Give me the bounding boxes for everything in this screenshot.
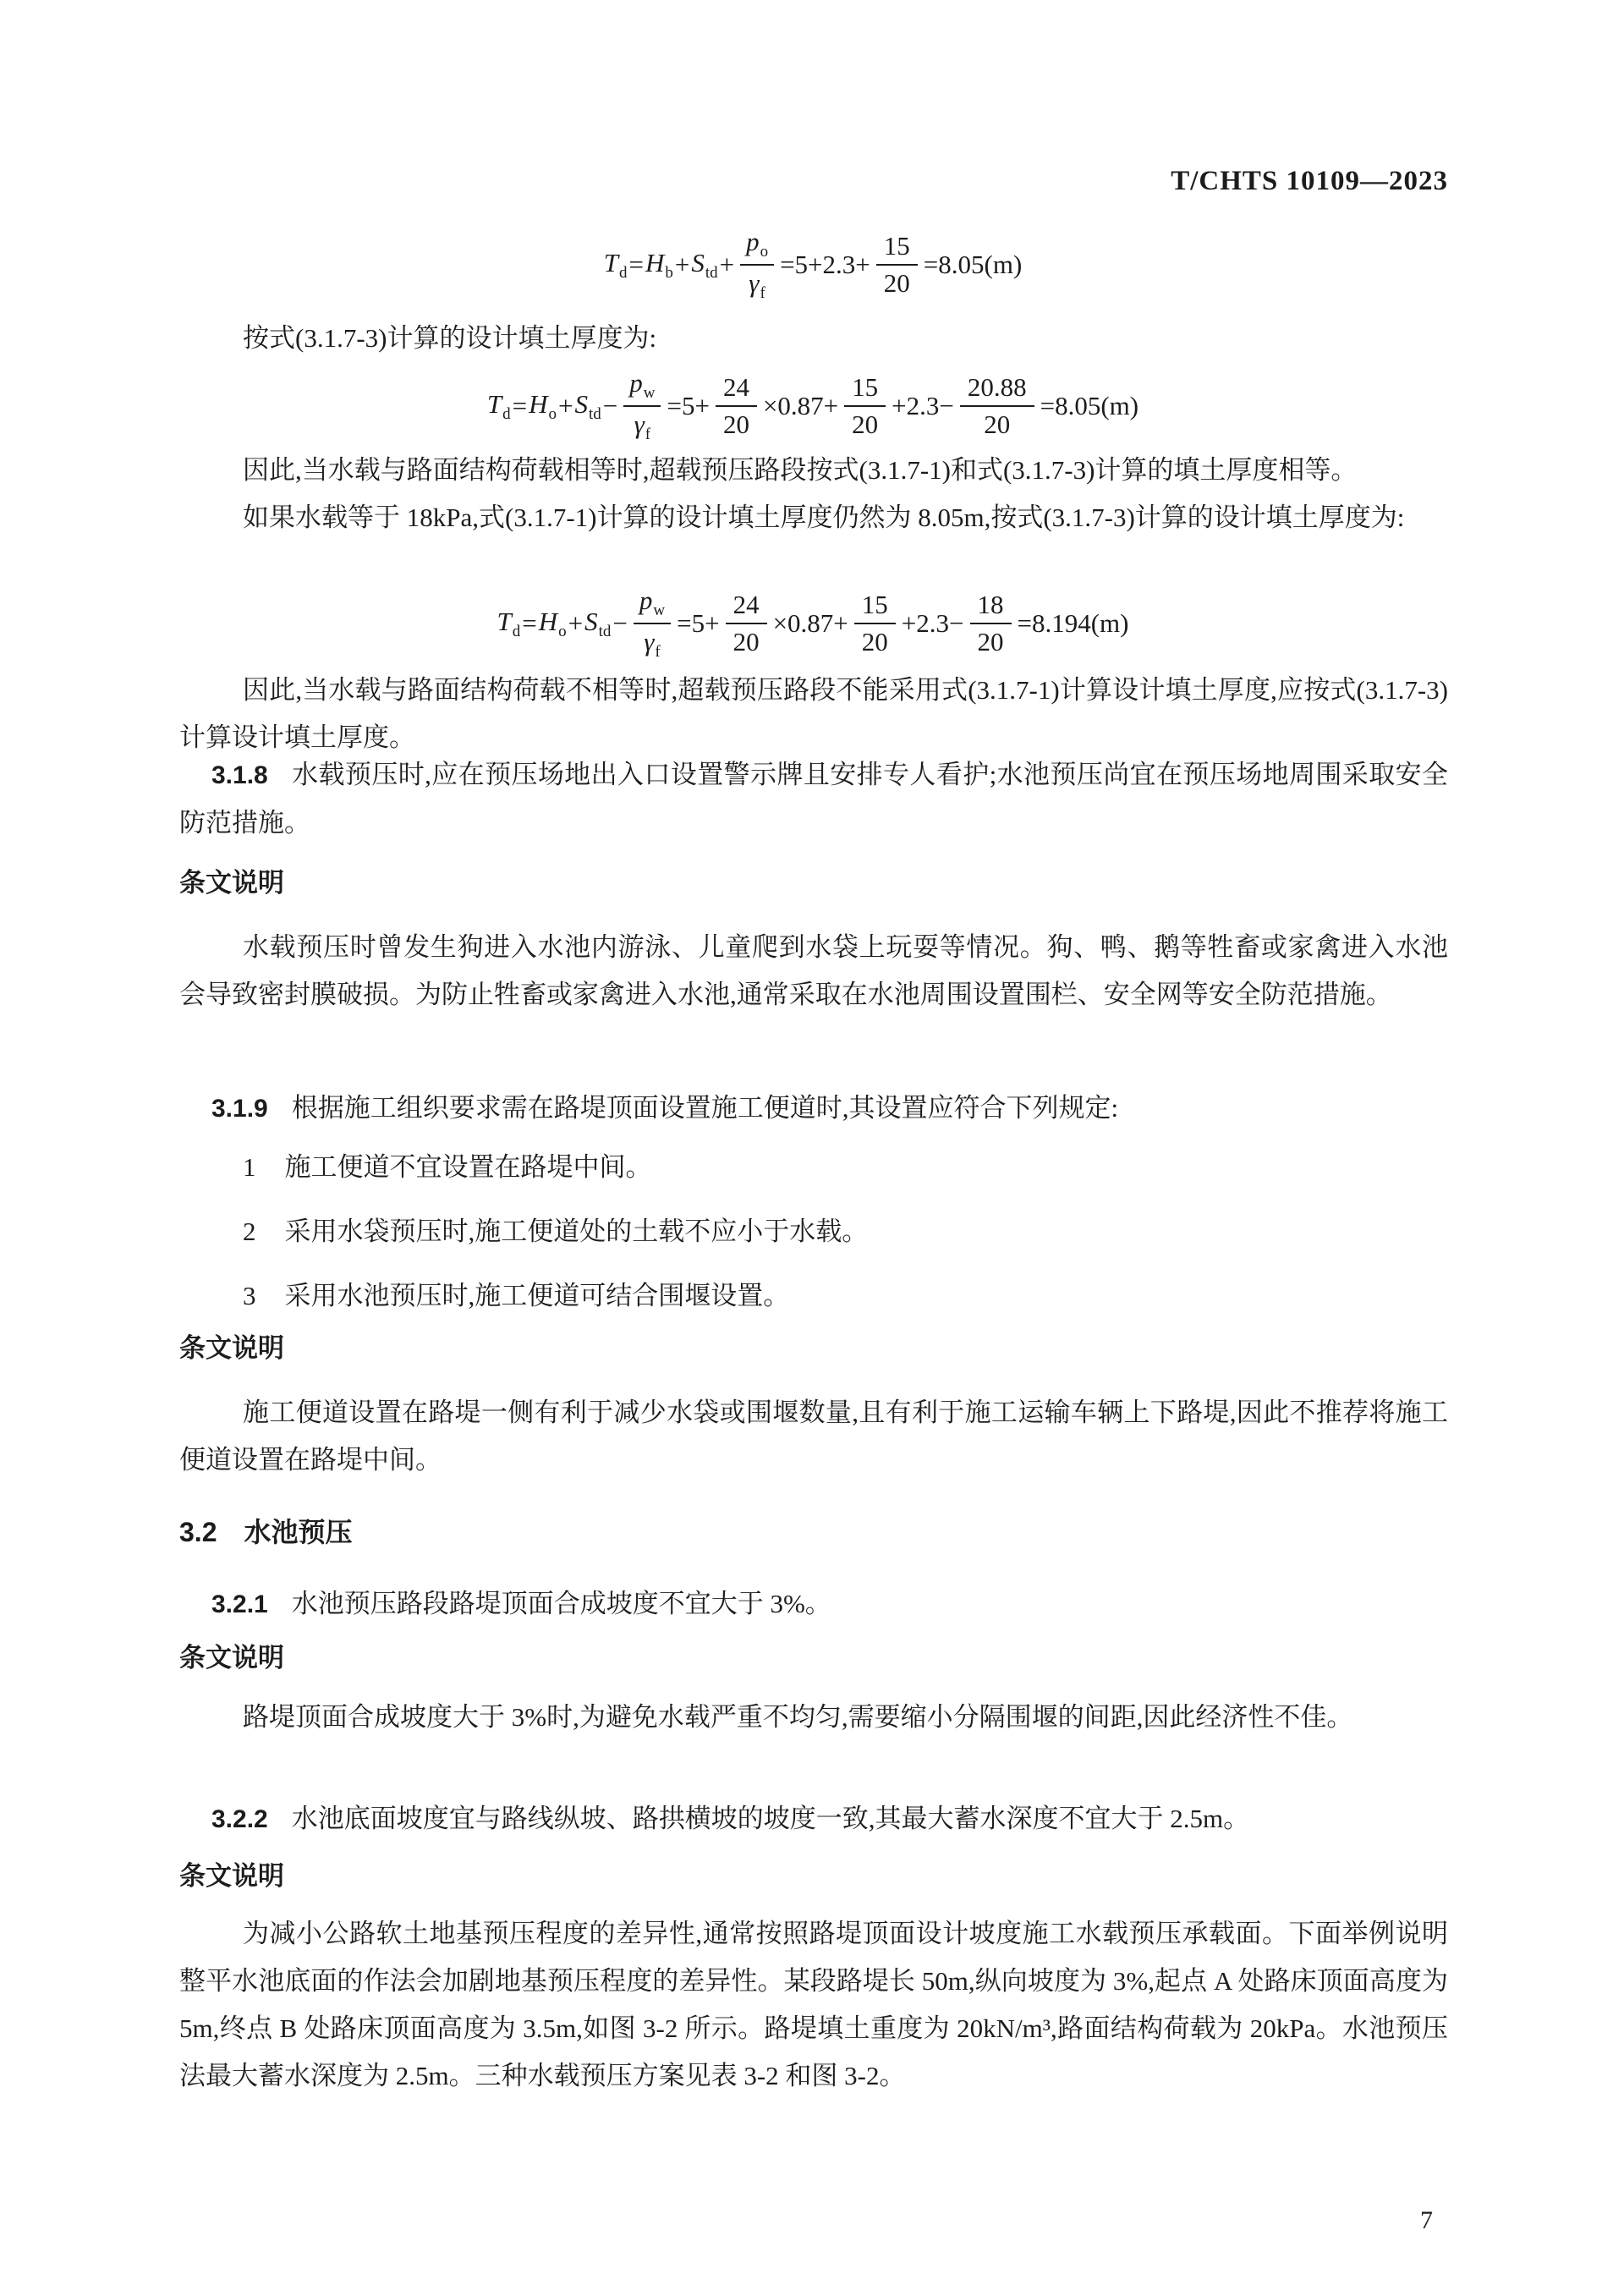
list-item-3-text: 采用水池预压时,施工便道可结合围堰设置。: [284, 1281, 790, 1310]
commentary-note-3-2-2: 为减小公路软土地基预压程度的差异性,通常按照路堤顶面设计坡度施工水载预压承载面。下面举例说明整平水池底面的作法会加剧地基预压程度的差异性。某段路堤长 50m,纵向坡度为 3%,起点 A 处路床顶面高度为 5m,终点 B 处路床顶面高度为 3.5m,如图 3-2 所示。路堤填土重度为 20kN/m³,路面结构荷载为 20kPa。水池预压法最大蓄水深度为 2.5m。三种水载预压方案见表 3-2 和图 3-2。: [179, 1919, 1448, 2090]
commentary-note-3-1-9: 施工便道设置在路堤一侧有利于减少水袋或围堰数量,且有利于施工运输车辆上下路堤,因此不推荐将施工便道设置在路堤中间。: [179, 1398, 1448, 1475]
clause-3-2-2-text: 水池底面坡度宜与路线纵坡、路拱横坡的坡度一致,其最大蓄水深度不宜大于 2.5m。: [291, 1804, 1250, 1833]
list-item-1-text: 施工便道不宜设置在路堤中间。: [284, 1152, 652, 1182]
doc-code-header: T/CHTS 10109—2023: [1171, 166, 1448, 196]
clause-3-2-1-number: 3.2.1: [211, 1590, 268, 1618]
para-equal-load-case: 因此,当水载与路面结构荷载相等时,超载预压路段按式(3.1.7-1)和式(3.1.7-3)计算的填土厚度相等。: [243, 455, 1358, 485]
page-number: 7: [1420, 2206, 1433, 2234]
commentary-note-3-1-8: 水载预压时曾发生狗进入水池内游泳、儿童爬到水袋上玩耍等情况。狗、鸭、鹅等牲畜或家禽进入水池会导致密封膜破损。为防止牲畜或家禽进入水池,通常采取在水池周围设置围栏、安全网等安全防范措施。: [179, 932, 1448, 1009]
clause-3-2-2: [179, 1795, 1448, 1843]
equation-design-fill-thickness-3: $T_d$ = $H_o$ + $S_{td}$ − $\frac{p_w}{\gamma_f}$ =5+ $\frac{24}{20}$ ×0.87+ $\frac{15}{20}$ +2.3− $\frac{18}{20}$ =8.194(m): [497, 585, 1129, 661]
para-unequal-load-case: 因此,当水载与路面结构荷载不相等时,超载预压路段不能采用式(3.1.7-1)计算设计填土厚度,应按式(3.1.7-3)计算设计填土厚度。: [179, 675, 1448, 752]
section-3-2-title: 水池预压: [244, 1517, 353, 1547]
commentary-label-1: 条文说明: [179, 868, 284, 898]
equation-design-fill-thickness-1: $T_d$ = $H_b$ + $S_{td}$ + $\frac{p_o}{\gamma_f}$ =5+2.3+ $\frac{15}{20}$ =8.05(m): [603, 227, 1023, 302]
list-item-3: [179, 1272, 1448, 1320]
list-item-1: [179, 1144, 1448, 1191]
commentary-label-3: 条文说明: [179, 1643, 284, 1673]
list-item-2: [179, 1208, 1448, 1255]
clause-3-1-8-text: 水载预压时,应在预压场地出入口设置警示牌且安排专人看护;水池预压尚宜在预压场地周围采取安全防范措施。: [179, 760, 1448, 838]
clause-3-1-8-number: 3.1.8: [211, 761, 268, 789]
clause-3-2-1-text: 水池预压路段路堤顶面合成坡度不宜大于 3%。: [291, 1589, 831, 1618]
section-3-2-number: 3.2: [179, 1517, 217, 1547]
section-heading-3-2: [179, 1513, 1448, 1552]
list-item-2-text: 采用水袋预压时,施工便道处的土载不应小于水载。: [284, 1217, 869, 1246]
list-item-2-number: 2: [243, 1217, 256, 1246]
list-item-1-number: 1: [243, 1152, 256, 1182]
clause-3-2-2-number: 3.2.2: [211, 1805, 268, 1833]
clause-3-1-9: [179, 1085, 1448, 1133]
list-item-3-number: 3: [243, 1281, 256, 1310]
para-intro-formula-3-1-7-3: 按式(3.1.7-3)计算的设计填土厚度为:: [243, 323, 657, 353]
para-if-18kpa-case: 如果水载等于 18kPa,式(3.1.7-1)计算的设计填土厚度仍然为 8.05m,按式(3.1.7-3)计算的设计填土厚度为:: [243, 503, 1405, 532]
clause-3-1-8: [179, 751, 1448, 847]
equation-design-fill-thickness-2: $T_d$ = $H_o$ + $S_{td}$ − $\frac{p_w}{\gamma_f}$ =5+ $\frac{24}{20}$ ×0.87+ $\frac{15}{20}$ +2.3− $\frac{20.88}{20}$ =8.05(m): [486, 368, 1139, 443]
commentary-note-3-2-1: 路堤顶面合成坡度大于 3%时,为避免水载严重不均匀,需要缩小分隔围堰的间距,因此经济性不佳。: [243, 1702, 1353, 1732]
clause-3-1-9-number: 3.1.9: [211, 1095, 268, 1123]
commentary-label-2: 条文说明: [179, 1333, 284, 1363]
commentary-label-4: 条文说明: [179, 1861, 284, 1891]
clause-3-1-9-text: 根据施工组织要求需在路堤顶面设置施工便道时,其设置应符合下列规定:: [291, 1093, 1119, 1123]
clause-3-2-1: [179, 1580, 1448, 1629]
